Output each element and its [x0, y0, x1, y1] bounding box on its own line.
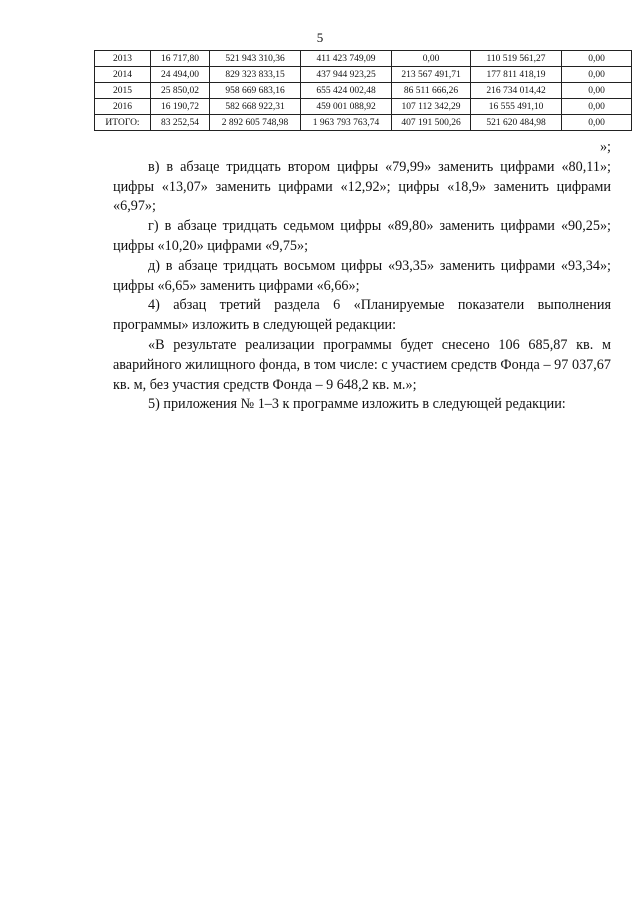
table-row-total	[95, 115, 632, 131]
table-cell: 177 811 418,19	[471, 67, 562, 83]
table-cell: 0,00	[562, 83, 632, 99]
paragraph-g: г) в абзаце тридцать седьмом цифры «89,80» заменить цифрами «90,25»; цифры «10,20» цифрами «9,75»;	[113, 218, 611, 254]
table-cell: 0,00	[562, 51, 632, 67]
table-cell: 2013	[95, 51, 151, 67]
document-body	[113, 138, 611, 415]
closing-quote: »;	[599, 139, 611, 155]
finance-table-body	[95, 51, 632, 131]
paragraph-quote: «В результате реализации программы будет снесено 106 685,87 кв. м аварийного жилищного фонда, в том числе: с участием средств Фонда – 97 037,67 кв. м, без участия средств Фонда – 9 648,2 кв. м.»;	[113, 336, 611, 393]
table-cell: 2014	[95, 67, 151, 83]
table-cell: 521 943 310,36	[210, 51, 301, 67]
paragraph-v: в) в абзаце тридцать втором цифры «79,99» заменить цифрами «80,11»; цифры «13,07» заменить цифрами «12,92»; цифры «18,9» заменить цифрами «6,97»;	[113, 158, 611, 215]
table-cell: 411 423 749,09	[301, 51, 392, 67]
table-cell: ИТОГО:	[95, 115, 151, 131]
table-cell: 107 112 342,29	[392, 99, 471, 115]
table-row	[95, 67, 632, 83]
table-cell: 2015	[95, 83, 151, 99]
table-cell: 2016	[95, 99, 151, 115]
table-cell: 655 424 002,48	[301, 83, 392, 99]
table-cell: 582 668 922,31	[210, 99, 301, 115]
table-cell: 216 734 014,42	[471, 83, 562, 99]
table-cell: 24 494,00	[151, 67, 210, 83]
table-cell: 16 190,72	[151, 99, 210, 115]
finance-table	[94, 50, 632, 131]
table-cell: 958 669 683,16	[210, 83, 301, 99]
table-cell: 459 001 088,92	[301, 99, 392, 115]
table-cell: 0,00	[562, 67, 632, 83]
paragraph-d: д) в абзаце тридцать восьмом цифры «93,35» заменить цифрами «93,34»; цифры «6,65» заменить цифрами «6,66»;	[113, 257, 611, 294]
table-cell: 437 944 923,25	[301, 67, 392, 83]
paragraph-5: 5) приложения № 1–3 к программе изложить в следующей редакции:	[148, 396, 566, 413]
table-cell: 1 963 793 763,74	[301, 115, 392, 131]
table-cell: 213 567 491,71	[392, 67, 471, 83]
table-cell: 86 511 666,26	[392, 83, 471, 99]
table-row	[95, 83, 632, 99]
table-cell: 16 555 491,10	[471, 99, 562, 115]
page-number: 5	[316, 30, 324, 45]
table-row	[95, 51, 632, 67]
table-cell: 829 323 833,15	[210, 67, 301, 83]
table-row	[95, 99, 632, 115]
table-cell: 0,00	[562, 99, 632, 115]
table-cell: 407 191 500,26	[392, 115, 471, 131]
table-cell: 110 519 561,27	[471, 51, 562, 67]
table-cell: 521 620 484,98	[471, 115, 562, 131]
table-cell: 25 850,02	[151, 83, 210, 99]
table-cell: 0,00	[562, 115, 632, 131]
table-cell: 0,00	[392, 51, 471, 67]
paragraph-4: 4) абзац третий раздела 6 «Планируемые показатели выполнения программы» изложить в следующей редакции:	[113, 297, 611, 334]
table-cell: 16 717,80	[151, 51, 210, 67]
table-cell: 83 252,54	[151, 115, 210, 131]
table-cell: 2 892 605 748,98	[210, 115, 301, 131]
